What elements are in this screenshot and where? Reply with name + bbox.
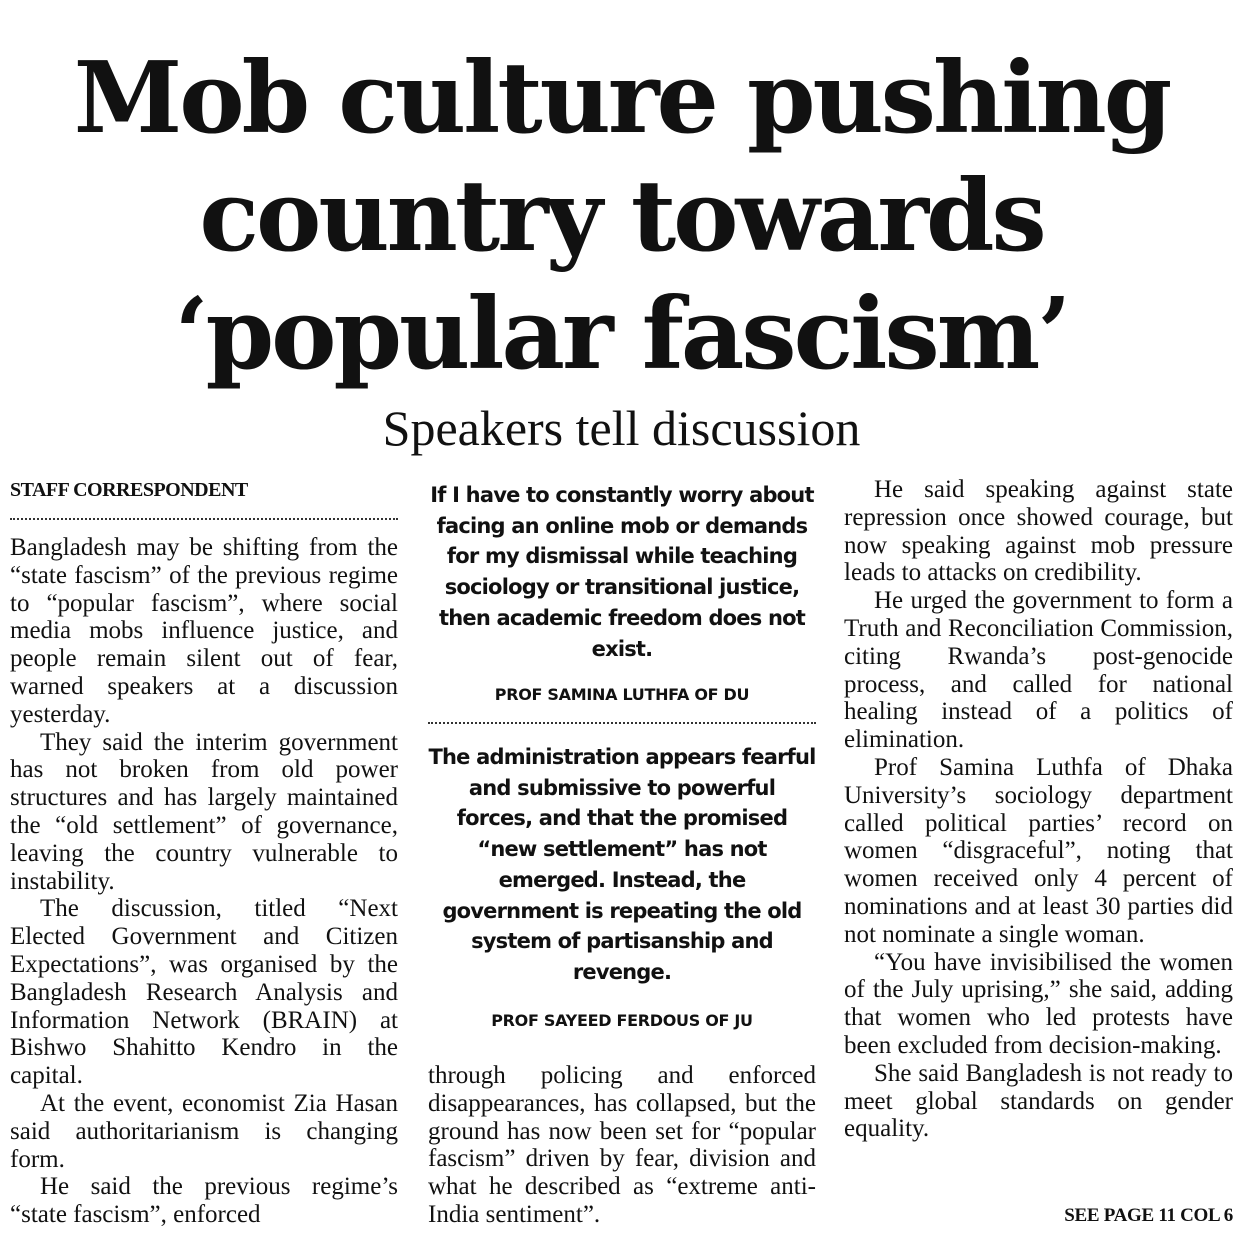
- paragraph: “You have invisibilised the women of the July uprising,” she said, adding that women who led protests have been excluded from decision-making.: [844, 948, 1233, 1059]
- byline: STAFF CORRESPONDENT: [10, 476, 398, 520]
- paragraph: He said speaking against state repression once showed courage, but now speaking against mob pressure leads to attacks on credibility.: [844, 476, 1233, 587]
- pullquote-2: The administration appears fearful and submissive to powerful forces, and that the promised “new settlement” has not emerged. Instead, the government is repeating the old system of partisanship and revenge.: [428, 745, 816, 984]
- headline-line-1: Mob culture pushing: [73, 41, 1170, 156]
- paragraph: Prof Samina Luthfa of Dhaka University’s sociology department called political parties’ record on women “disgraceful”, noting that women received only 4 percent of nominations and at least 30 parties did not nominate a single woman.: [844, 753, 1233, 948]
- headline: [0, 40, 1243, 394]
- subheadline: Speakers tell discussion: [382, 400, 861, 456]
- article-column-3: [844, 476, 1233, 1143]
- pullquote-divider: [428, 722, 816, 724]
- paragraph: He said the previous regime’s “state fascism”, enforced: [10, 1173, 398, 1229]
- jump-line[interactable]: SEE PAGE 11 COL 6: [1064, 1205, 1233, 1226]
- article-column-2: [428, 1062, 816, 1229]
- paragraph: She said Bangladesh is not ready to meet global standards on gender equality.: [844, 1059, 1233, 1143]
- article-column-1: [10, 476, 398, 1229]
- pullquote-1-attribution: PROF SAMINA LUTHFA OF DU: [494, 685, 750, 704]
- paragraph: The discussion, titled “Next Elected Government and Citizen Expectations”, was organised by the Bangladesh Research Analysis and Information Network (BRAIN) at Bishwo Shahitto Kendro in the capital.: [10, 895, 398, 1090]
- pullquote-2-attribution: PROF SAYEED FERDOUS OF JU: [491, 1011, 753, 1030]
- headline-line-3: ‘popular fascism’: [174, 277, 1069, 392]
- paragraph: through policing and enforced disappearances, has collapsed, but the ground has now been set for “popular fascism” driven by fear, division and what he described as “extreme anti-India sentiment”.: [428, 1062, 816, 1228]
- paragraph: They said the interim government has not broken from old power structures and has largely maintained the “old settlement” of governance, leaving the country vulnerable to instability.: [10, 728, 398, 895]
- paragraph: He urged the government to form a Truth and Reconciliation Commission, citing Rwanda’s post-genocide process, and called for national healing instead of a politics of elimination.: [844, 587, 1233, 754]
- paragraph: At the event, economist Zia Hasan said authoritarianism is changing form.: [10, 1089, 398, 1173]
- paragraph: Bangladesh may be shifting from the “state fascism” of the previous regime to “popular fascism”, where social media mobs influence justice, and people remain silent out of fear, warned speakers at a discussion yesterday.: [10, 534, 398, 728]
- pullquote-1: If I have to constantly worry about facing an online mob or demands for my dismissal while teaching sociology or transitional justice, then academic freedom does not exist.: [430, 483, 814, 661]
- headline-line-2: country towards: [199, 159, 1044, 274]
